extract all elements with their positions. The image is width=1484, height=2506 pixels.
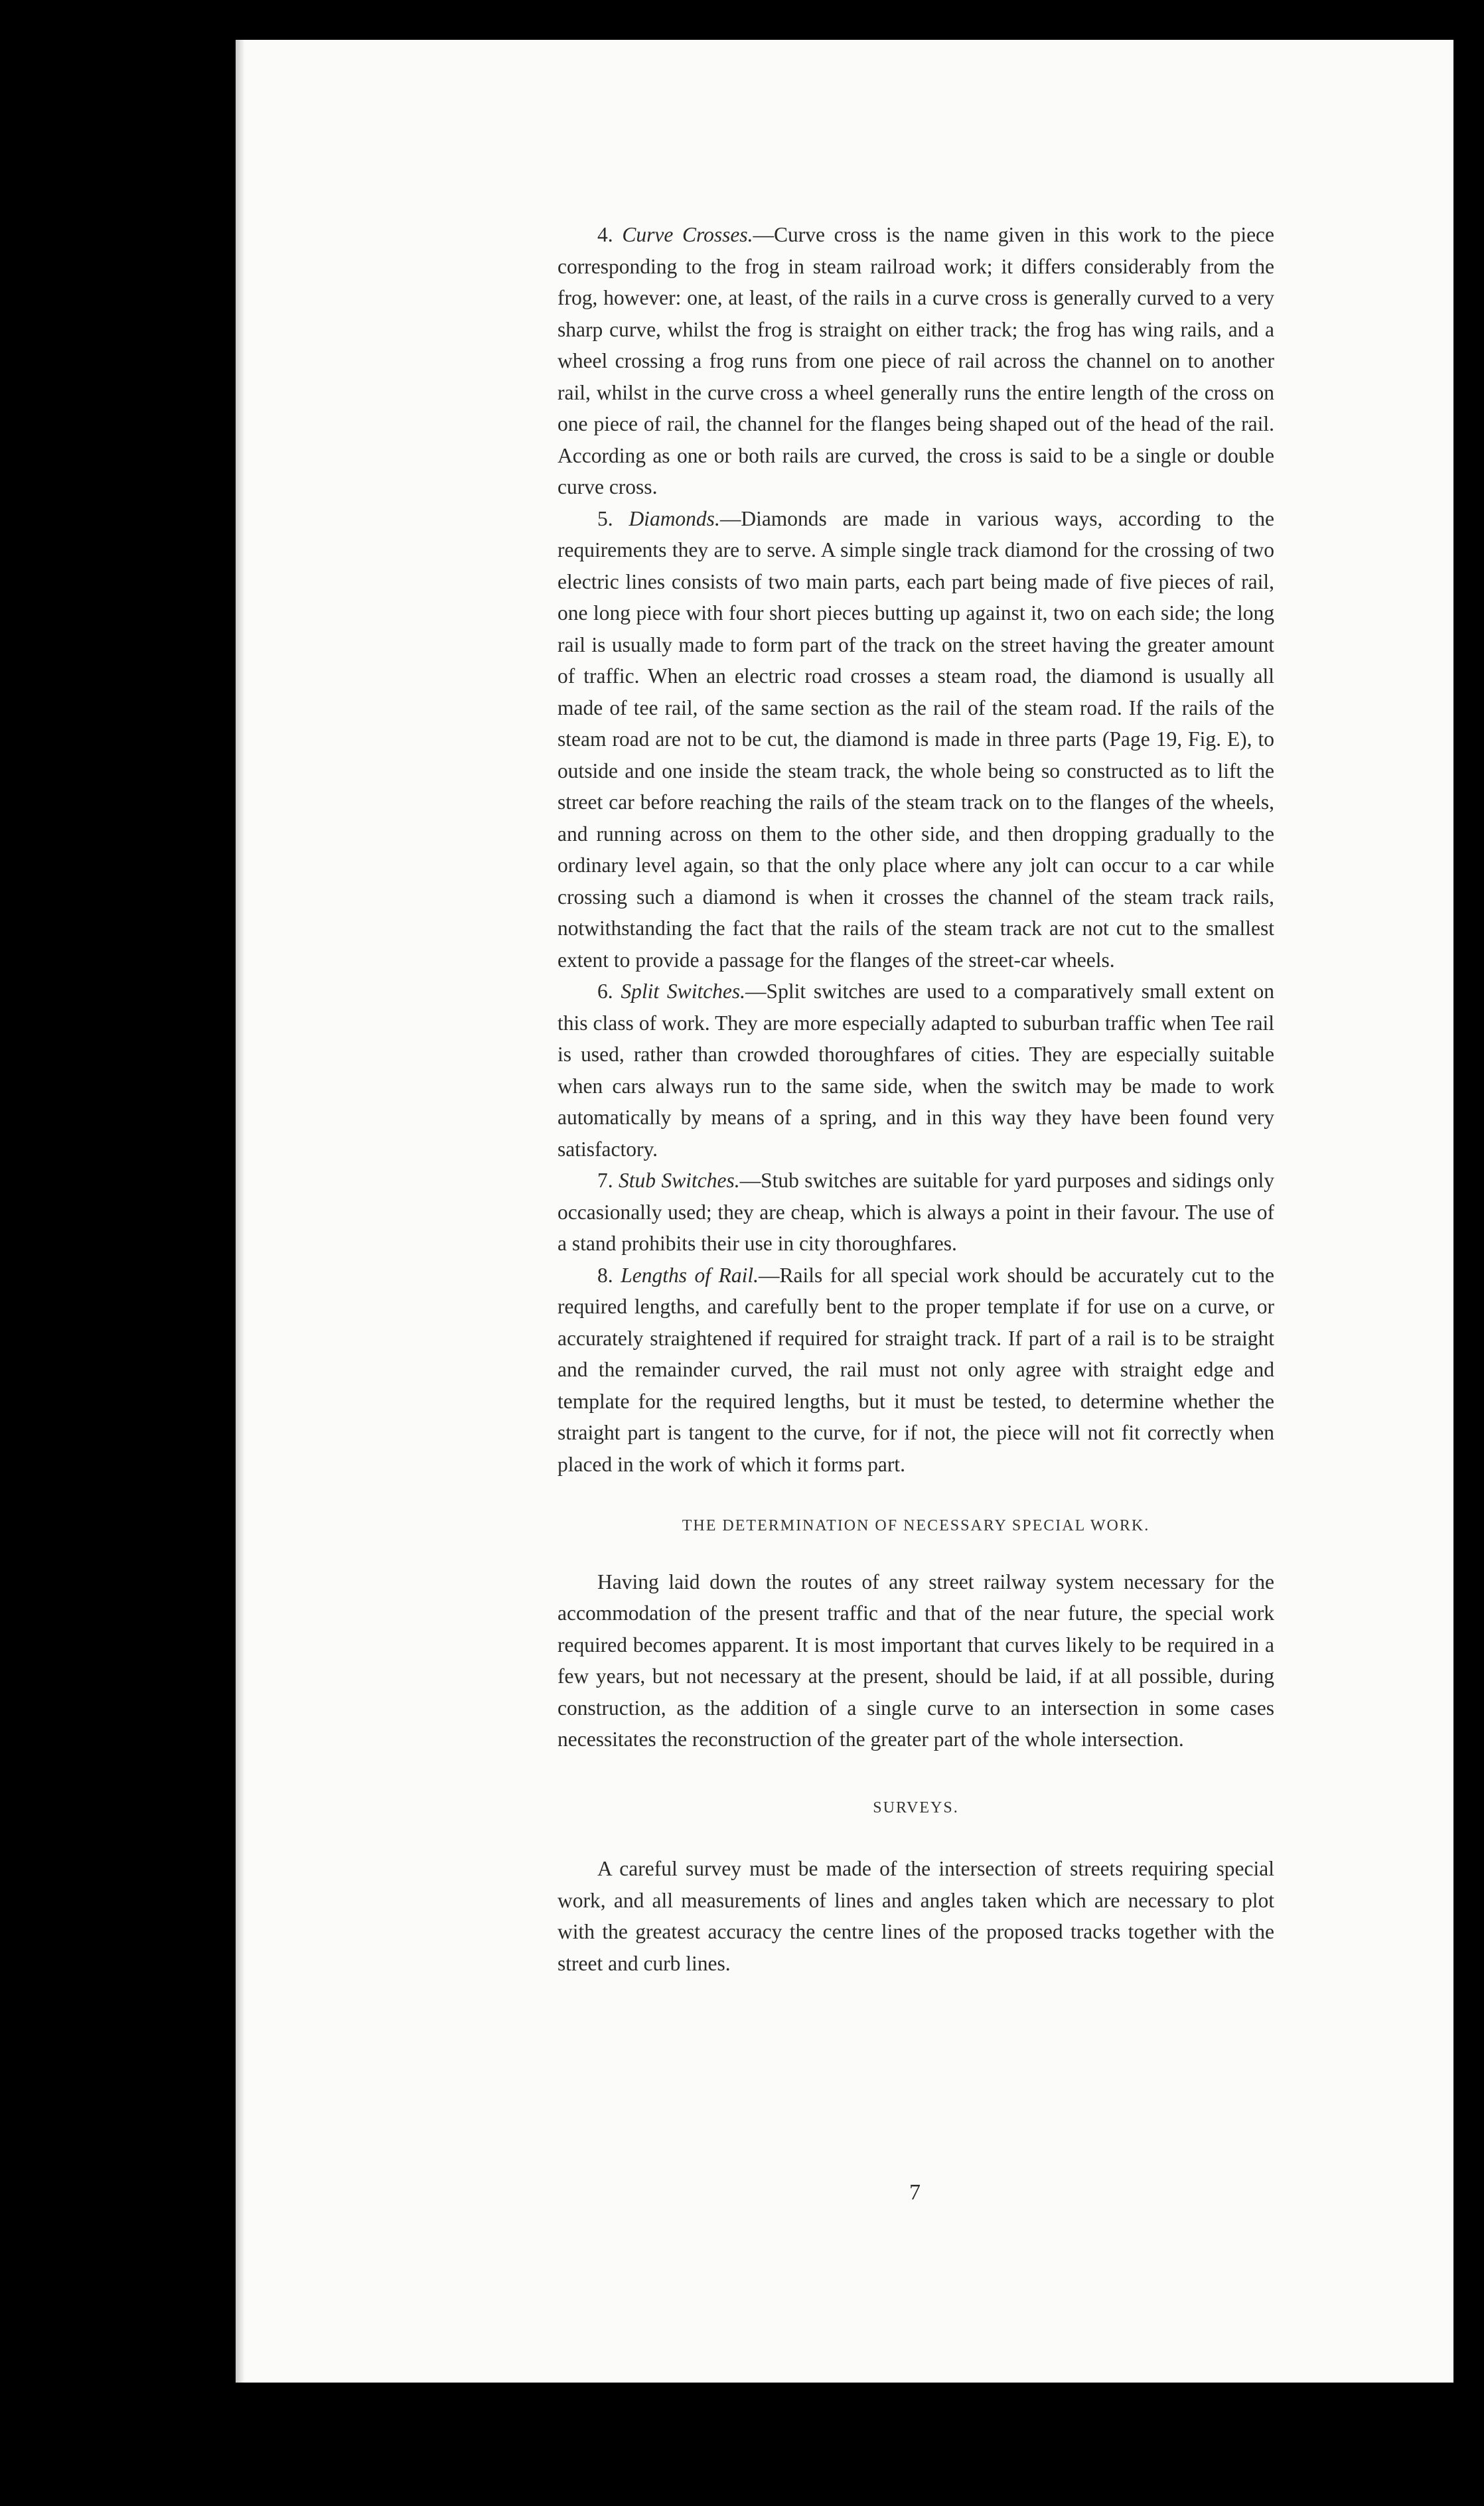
item-body: —Rails for all special work should be accurately cut to the required lengths, and carefully bent to the proper template if for use on a curve, or accurately straightened if required for straight track. If part of a rail is to be straight and the remainder curved, the rail must not only agree with straight edge and template for the required lengths, but it must be tested, to determine whether the straight part is tangent to the curve, for if not, the piece will not fit correctly when placed in the work of which it forms part. — [557, 1263, 1274, 1476]
paragraph-diamonds — [557, 503, 1274, 976]
item-number: 6. — [597, 980, 621, 1003]
item-title: Split Switches. — [621, 980, 746, 1003]
item-number: 7. — [597, 1169, 619, 1192]
paragraph-split-switches — [557, 976, 1274, 1165]
section-heading-surveys: SURVEYS. — [873, 1799, 959, 1816]
paragraph-lengths-of-rail — [557, 1260, 1274, 1481]
item-number: 4. — [597, 223, 623, 246]
item-title: Diamonds. — [629, 506, 720, 530]
paragraph-curve-crosses — [557, 219, 1274, 503]
item-title: Lengths of Rail. — [621, 1263, 759, 1287]
page-gutter — [236, 40, 245, 2383]
paragraph-surveys: A careful survey must be made of the intersection of streets requiring special work, and all measurements of lines and angles taken which are necessary to plot with the greatest accuracy the centre lines of the proposed tracks together with the street and curb lines. — [557, 1857, 1274, 1975]
scan-margin — [0, 0, 226, 2506]
section-heading-determination: THE DETERMINATION OF NECESSARY SPECIAL WORK. — [682, 1517, 1150, 1534]
item-number: 8. — [597, 1263, 621, 1287]
page-number: 7 — [909, 2180, 921, 2205]
page-text — [557, 219, 1274, 1979]
item-number: 5. — [597, 506, 629, 530]
paragraph-stub-switches — [557, 1165, 1274, 1260]
item-body: —Split switches are used to a comparatively small extent on this class of work. They are more especially adapted to suburban traffic when Tee rail is used, rather than crowded thoroughfares of cities. They are especially suitable when cars always run to the same side, when the switch may be made to work automatically by means of a spring, and in this way they have been found very satisfactory. — [557, 980, 1275, 1161]
item-body: —Diamonds are made in various ways, according to the requirements they are to serve. A simple single track diamond for the crossing of two electric lines consists of two main parts, each part being made of five pieces of rail, one long piece with four short pieces butting up against it, two on each side; the long rail is usually made to form part of the track on the street having the greater amount of traffic. When an electric road crosses a steam road, the diamond is usually all made of tee rail, of the same section as the rail of the steam road. If the rails of the steam road are not to be cut, the diamond is made in three parts (Page 19, Fig. E), to outside and one inside the steam track, the whole being so constructed as to lift the street car before reaching the rails of the steam track on to the flanges of the wheels, and running across on them to the other side, and then dropping gradually to the ordinary level again, so that the only place where any jolt can occur to a car while crossing such a diamond is when it crosses the channel of the steam track rails, notwithstanding the fact that the rails of the steam track are not cut to the smallest extent to provide a passage for the flanges of the street-car wheels. — [557, 506, 1274, 972]
item-title: Stub Switches. — [619, 1169, 740, 1192]
item-body: —Curve cross is the name given in this work to the piece corresponding to the frog in steam railroad work; it differs considerably from the frog, however: one, at least, of the rails in a curve cross is generally curved to a very sharp curve, whilst the frog is straight on either track; the frog has wing rails, and a wheel crossing a frog runs from one piece of rail across the channel on to another rail, whilst in the curve cross a wheel generally runs the entire length of the cross on one piece of rail, the channel for the flanges being shaped out of the head of the rail. According as one or both rails are curved, the cross is said to be a single or double curve cross. — [557, 223, 1275, 498]
item-title: Curve Crosses. — [622, 223, 753, 246]
item-body: —Stub switches are suitable for yard purposes and sidings only occasionally used; they are cheap, which is always a point in their favour. The use of a stand prohibits their use in city thoroughfares. — [557, 1169, 1274, 1255]
paragraph-determination: Having laid down the routes of any street railway system necessary for the accommodation of the present traffic and that of the near future, the special work required becomes apparent. It is most important that curves likely to be required in a few years, but not necessary at the present, should be laid, if at all possible, during construction, as the addition of a single curve to an intersection in some cases necessitates the reconstruction of the greater part of the whole intersection. — [557, 1570, 1274, 1751]
